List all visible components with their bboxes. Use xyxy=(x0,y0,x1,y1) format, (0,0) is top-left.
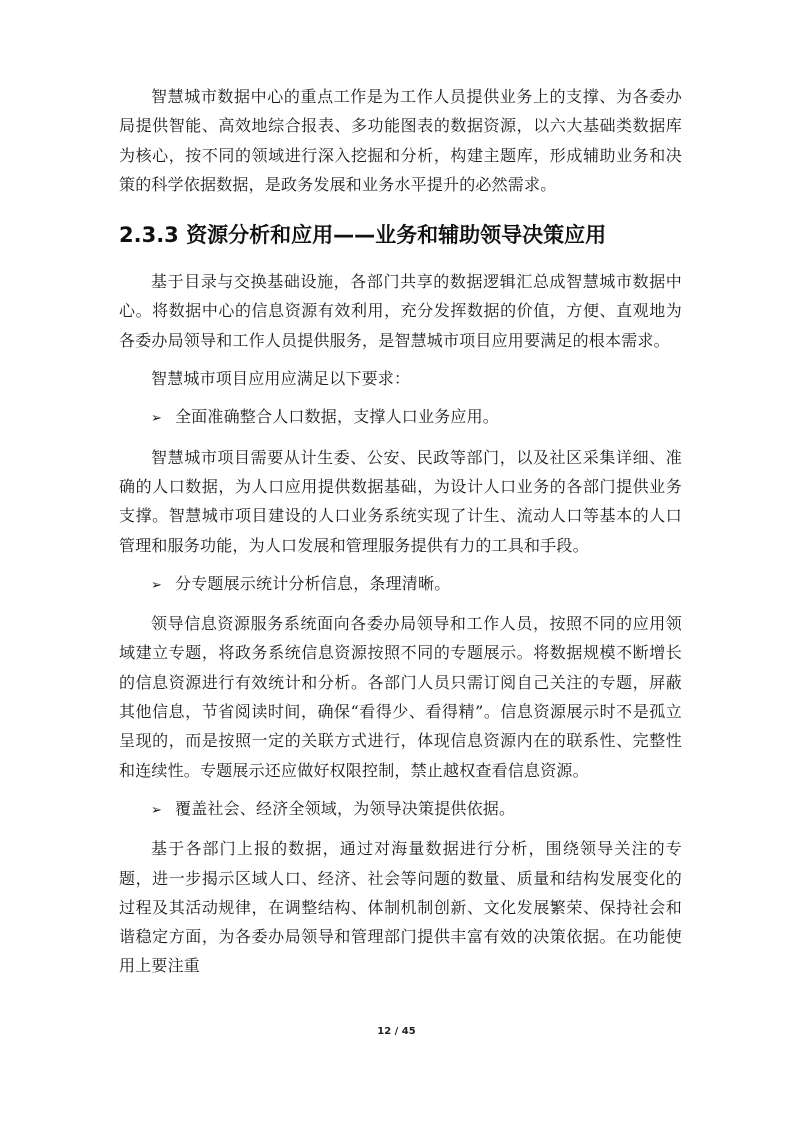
document-page xyxy=(119,82,682,990)
page-number: 12 / 45 xyxy=(377,1026,416,1037)
section-heading: 2.3.3 资源分析和应用——业务和辅助领导决策应用 xyxy=(119,223,607,248)
bullet-decision-support xyxy=(119,794,682,825)
bullet-text: 全面准确整合人口数据，支撑人口业务应用。 xyxy=(175,407,500,427)
bullet-text: 分专题展示统计分析信息，条理清晰。 xyxy=(175,573,451,593)
paragraph-data-center-focus: 智慧城市数据中心的重点工作是为工作人员提供业务上的支撑、为各委办局提供智能、高效地综合报表、多功能图表的数据资源，以六大基础类数据库为核心，按不同的领域进行深入挖掘和分析，构建主题库，形成辅助业务和决策的科学依据数据，是政务发展和业务水平提升的必然需求。 xyxy=(119,87,682,194)
arrow-bullet-icon: ➢ xyxy=(151,577,163,593)
paragraph-data-center-usage: 基于目录与交换基础设施，各部门共享的数据逻辑汇总成智慧城市数据中心。将数据中心的信息资源有效利用，充分发挥数据的价值，方便、直观地为各委办局领导和工作人员提供服务，是智慧城市项目应用要满足的根本需求。 xyxy=(119,272,682,350)
paragraph-requirements-intro: 智慧城市项目应用应满足以下要求： xyxy=(151,369,411,389)
arrow-bullet-icon: ➢ xyxy=(151,802,163,818)
arrow-bullet-icon: ➢ xyxy=(151,411,163,427)
bullet-text: 覆盖社会、经济全领域，为领导决策提供依据。 xyxy=(175,798,516,818)
bullet-population-data xyxy=(119,402,682,433)
paragraph-population-system: 智慧城市项目需要从计生委、公安、民政等部门，以及社区采集详细、准确的人口数据，为人口应用提供数据基础，为设计人口业务的各部门提供业务支撑。智慧城市项目建设的人口业务系统实现了计生、流动人口等基本的人口管理和服务功能，为人口发展和管理服务提供有力的工具和手段。 xyxy=(119,447,682,555)
paragraph-leader-info-system: 领导信息资源服务系统面向各委办局领导和工作人员，按照不同的应用领域建立专题，将政务系统信息资源按照不同的专题展示。将数据规模不断增长的信息资源进行有效统计和分析。各部门人员只需订阅自己关注的专题，屏蔽其他信息，节省阅读时间，确保“看得少、看得精”。信息资源展示时不是孤立呈现的，而是按照一定的关联方式进行，体现信息资源内在的联系性、完整性和连续性。专题展示还应做好权限控制，禁止越权查看信息资源。 xyxy=(119,614,682,780)
paragraph-decision-basis: 基于各部门上报的数据，通过对海量数据进行分析，围绕领导关注的专题，进一步揭示区域人口、经济、社会等问题的数量、质量和结构发展变化的过程及其活动规律，在调整结构、体制机制创新、文化发展繁荣、保持社会和谐稳定方面，为各委办局领导和管理部门提供丰富有效的决策依据。在功能使用上要注重 xyxy=(119,839,682,976)
bullet-topic-display xyxy=(119,569,682,600)
